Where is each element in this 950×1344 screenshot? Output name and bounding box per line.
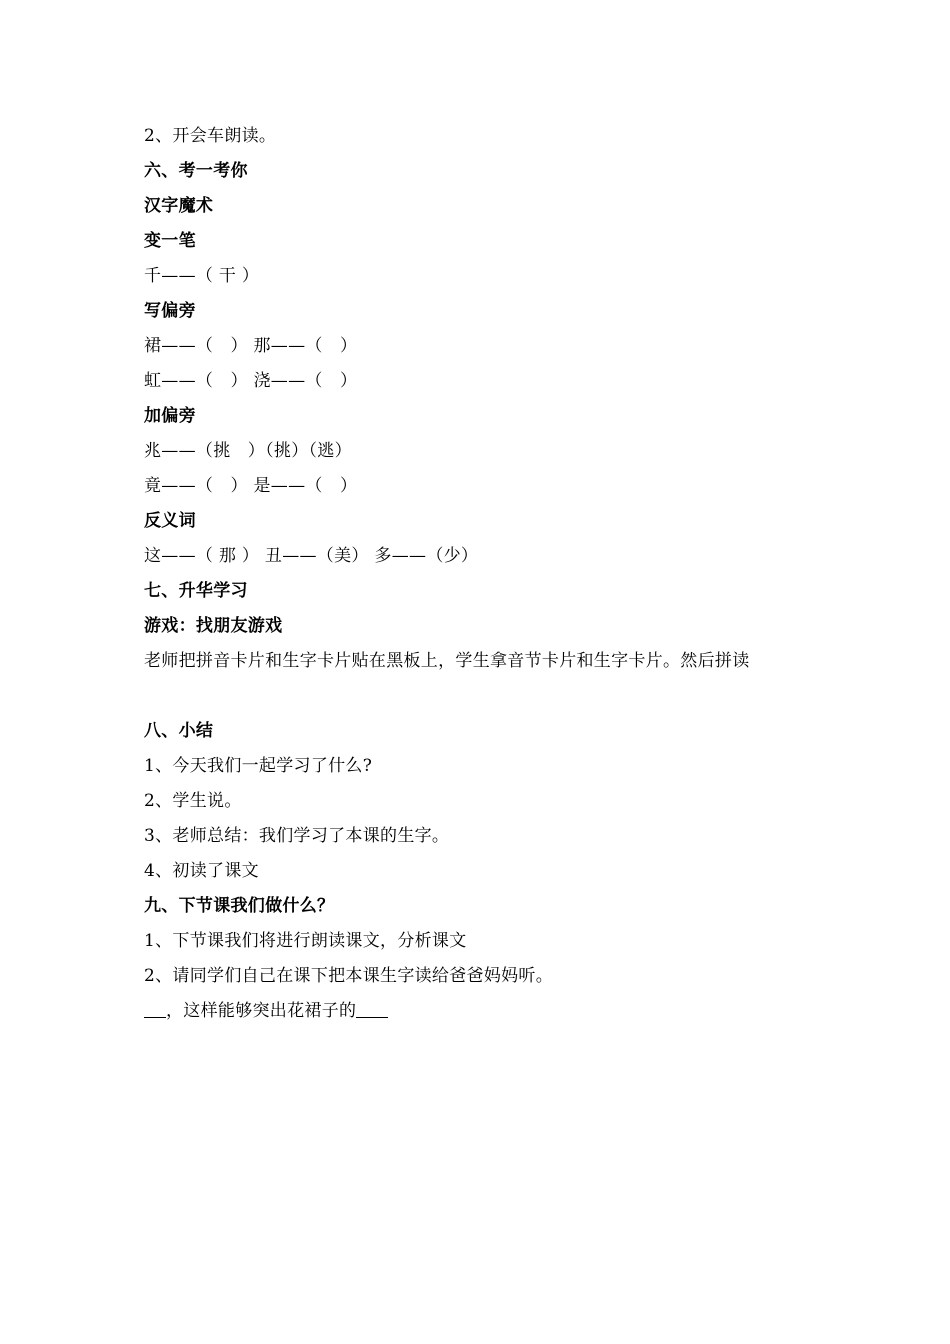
text-line: 2、请同学们自己在课下把本课生字读给爸爸妈妈听。 bbox=[144, 966, 554, 986]
section-heading: 七、升华学习 bbox=[144, 581, 248, 601]
section-heading: 反义词 bbox=[144, 511, 196, 531]
section-heading: 九、下节课我们做什么？ bbox=[144, 896, 335, 916]
text-line: 裙——（ ） 那——（ ） bbox=[144, 336, 358, 356]
text-line: 竟——（ ） 是——（ ） bbox=[144, 476, 358, 496]
text-line: 1、今天我们一起学习了什么? bbox=[144, 756, 373, 776]
section-heading: 六、考一考你 bbox=[144, 161, 248, 181]
text-line: 1、下节课我们将进行朗读课文，分析课文 bbox=[144, 931, 467, 951]
section-heading: 汉字魔术 bbox=[144, 196, 214, 216]
fill-in-line bbox=[144, 994, 814, 1029]
text-line: 这——（ 那 ） 丑——（美） 多——（少） bbox=[144, 546, 479, 566]
text-line: 兆——（挑 ）（挑）（逃） bbox=[144, 441, 352, 461]
section-heading: 写偏旁 bbox=[144, 301, 196, 321]
section-heading: 游戏：找朋友游戏 bbox=[144, 616, 283, 636]
text-line: 虹——（ ） 浇——（ ） bbox=[144, 371, 358, 391]
text-line: 3、老师总结：我们学习了本课的生字。 bbox=[144, 826, 450, 846]
document-body bbox=[144, 119, 814, 1029]
text-line: 千——（ 干 ） bbox=[144, 266, 260, 286]
text-line: 老师把拼音卡片和生字卡片贴在黑板上，学生拿音节卡片和生字卡片。然后拼读 bbox=[144, 651, 750, 671]
section-heading: 加偏旁 bbox=[144, 406, 196, 426]
text-line: 2、开会车朗读。 bbox=[144, 126, 277, 146]
section-heading: 变一笔 bbox=[144, 231, 196, 251]
blank-underline[interactable] bbox=[144, 995, 166, 1018]
section-heading: 八、小结 bbox=[144, 721, 214, 741]
blank-underline[interactable] bbox=[356, 995, 388, 1018]
fill-in-text: ，这样能够突出花裙子的 bbox=[166, 1001, 357, 1021]
text-line: 4、初读了课文 bbox=[144, 861, 259, 881]
text-line: 2、学生说。 bbox=[144, 791, 242, 811]
